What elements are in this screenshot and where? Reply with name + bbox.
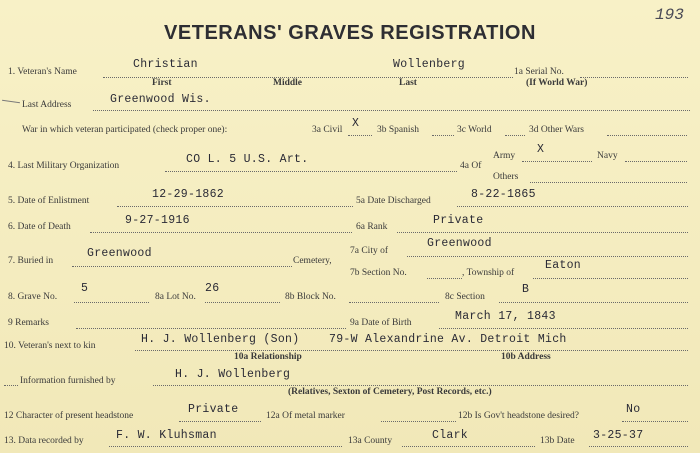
death-date-value: 9-27-1916 xyxy=(125,214,190,227)
row-11-mark xyxy=(4,385,18,386)
rank-value: Private xyxy=(433,214,484,227)
discharge-value: 8-22-1865 xyxy=(471,188,536,201)
others-line xyxy=(530,182,687,183)
headstone-label: 12 Character of present headstone xyxy=(4,411,134,421)
enlistment-value: 12-29-1862 xyxy=(152,188,225,201)
last-name-value: Wollenberg xyxy=(393,58,466,71)
first-sublabel: First xyxy=(152,78,172,88)
army-line xyxy=(522,161,592,162)
war-label: War in which veteran participated (check proper one): xyxy=(22,125,228,135)
record-date-line xyxy=(589,446,688,447)
last-address-line xyxy=(93,110,690,111)
grave-no-value: 5 xyxy=(81,282,89,295)
spanish-label: 3b Spanish xyxy=(377,125,419,135)
lot-no-label: 8a Lot No. xyxy=(155,292,196,302)
county-line xyxy=(402,446,535,447)
grave-no-line xyxy=(74,302,149,303)
rank-label: 6a Rank xyxy=(356,222,388,232)
birth-date-line xyxy=(439,328,688,329)
section-value: B xyxy=(522,283,530,296)
recorded-by-value: F. W. Kluhsman xyxy=(116,429,217,442)
informant-line xyxy=(153,385,688,386)
enlistment-line xyxy=(117,206,353,207)
enlistment-label: 5. Date of Enlistment xyxy=(8,196,90,206)
navy-line xyxy=(625,161,687,162)
record-date-value: 3-25-37 xyxy=(593,429,644,442)
section-no-label: 7b Section No. xyxy=(350,268,407,278)
record-date-label: 13b Date xyxy=(540,436,575,446)
other-wars-line xyxy=(607,135,687,136)
of-label: 4a Of xyxy=(460,161,482,171)
first-name-value: Christian xyxy=(133,58,198,71)
buried-in-label: 7. Buried in xyxy=(8,256,54,266)
world-war-sublabel: (If World War) xyxy=(526,78,588,88)
document-number: 193 xyxy=(655,6,684,24)
informant-note: (Relatives, Sexton of Cemetery, Post Records, etc.) xyxy=(288,387,492,397)
city-label: 7a City of xyxy=(350,246,388,256)
headstone-value: Private xyxy=(188,403,239,416)
last-address-value: Greenwood Wis. xyxy=(110,93,211,106)
informant-label: Information furnished by xyxy=(20,376,116,386)
address-sublabel: 10b Address xyxy=(501,352,551,362)
rank-line xyxy=(397,232,688,233)
civil-line xyxy=(348,135,372,136)
next-of-kin-value: H. J. Wollenberg (Son) xyxy=(141,333,300,346)
lot-no-line xyxy=(205,302,280,303)
military-org-label: 4. Last Military Organization xyxy=(8,161,120,171)
buried-in-line xyxy=(72,266,292,267)
section-label: 8c Section xyxy=(445,292,485,302)
township-label: , Township of xyxy=(462,268,515,278)
township-value: Eaton xyxy=(545,259,582,272)
discharge-label: 5a Date Discharged xyxy=(356,196,431,206)
veteran-name-label: 1. Veteran's Name xyxy=(8,67,77,77)
gov-headstone-value: No xyxy=(626,403,641,416)
metal-marker-line xyxy=(381,421,456,422)
grave-no-label: 8. Grave No. xyxy=(8,292,58,302)
military-org-line xyxy=(165,171,457,172)
kin-address-value: 79-W Alexandrine Av. Detroit Mich xyxy=(329,333,567,346)
last-address-label: Last Address xyxy=(22,100,72,110)
township-line xyxy=(533,278,688,279)
military-org-value: CO L. 5 U.S. Art. xyxy=(186,153,309,166)
birth-date-value: March 17, 1843 xyxy=(455,310,556,323)
block-no-line xyxy=(349,302,439,303)
next-of-kin-label: 10. Veteran's next to kin xyxy=(4,341,96,351)
relationship-sublabel: 10a Relationship xyxy=(234,352,302,362)
row-mark xyxy=(2,100,20,103)
informant-value: H. J. Wollenberg xyxy=(175,368,291,381)
army-label: Army xyxy=(493,151,516,161)
civil-mark: X xyxy=(352,117,360,130)
middle-sublabel: Middle xyxy=(273,78,303,88)
others-label: Others xyxy=(493,172,519,182)
section-line xyxy=(499,302,688,303)
death-date-line xyxy=(90,232,352,233)
form-title: VETERANS' GRAVES REGISTRATION xyxy=(164,22,536,44)
headstone-line xyxy=(179,421,261,422)
buried-in-value: Greenwood xyxy=(87,247,152,260)
civil-label: 3a Civil xyxy=(312,125,343,135)
county-value: Clark xyxy=(432,429,469,442)
last-sublabel: Last xyxy=(399,78,417,88)
recorded-by-line xyxy=(109,446,342,447)
world-line xyxy=(505,135,525,136)
navy-label: Navy xyxy=(597,151,618,161)
recorded-by-label: 13. Data recorded by xyxy=(4,436,84,446)
city-line xyxy=(407,256,688,257)
serial-no-line xyxy=(580,77,688,78)
serial-no-label: 1a Serial No. xyxy=(514,67,564,77)
county-label: 13a County xyxy=(348,436,393,446)
metal-marker-label: 12a Of metal marker xyxy=(266,411,345,421)
section-no-line xyxy=(427,278,462,279)
block-no-label: 8b Block No. xyxy=(285,292,336,302)
death-date-label: 6. Date of Death xyxy=(8,222,71,232)
remarks-line xyxy=(76,328,346,329)
spanish-line xyxy=(432,135,454,136)
gov-headstone-line xyxy=(622,421,688,422)
city-value: Greenwood xyxy=(427,237,492,250)
army-mark: X xyxy=(537,143,545,156)
discharge-line xyxy=(457,206,688,207)
cemetery-label: Cemetery, xyxy=(293,256,332,266)
next-of-kin-line xyxy=(135,350,688,351)
other-wars-label: 3d Other Wars xyxy=(529,125,584,135)
gov-headstone-label: 12b Is Gov't headstone desired? xyxy=(458,411,579,421)
world-label: 3c World xyxy=(457,125,492,135)
birth-date-label: 9a Date of Birth xyxy=(350,318,412,328)
lot-no-value: 26 xyxy=(205,282,220,295)
remarks-label: 9 Remarks xyxy=(8,318,49,328)
